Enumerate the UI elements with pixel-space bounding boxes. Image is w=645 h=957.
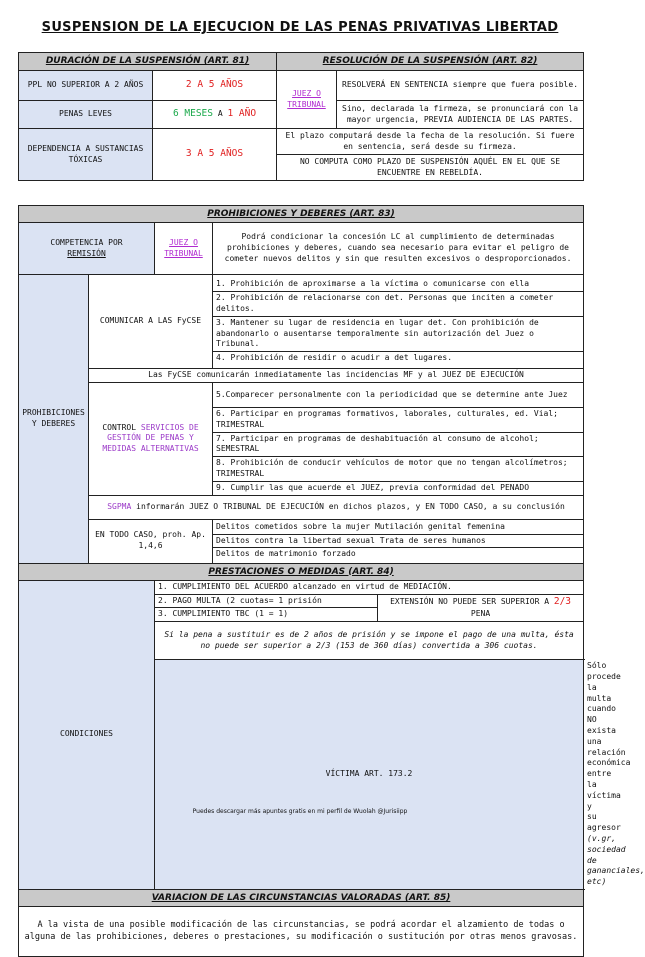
prohibiciones-table: [18, 205, 645, 957]
sgpma-services: SERVICIOS DE GESTIÓN DE PENAS Y MEDIDAS ALTERNATIVAS: [102, 422, 199, 454]
deber-5: 5.Comparecer personalmente con la periodicidad que se determine ante Juez: [213, 382, 584, 407]
duracion-header: DURACIÓN DE LA SUSPENSIÓN (ART. 81): [19, 53, 277, 71]
penas-leves-duration: [153, 101, 277, 129]
resolvera-sentencia: RESOLVERÁ EN SENTENCIA siempre que fuera posible.: [337, 71, 584, 101]
condicion-1: 1. CUMPLIMIENTO DEL ACUERDO alcanzado en virtud de MEDIACIÓN.: [155, 580, 584, 594]
prohibicion-3: 3. Mantener su lugar de residencia en lugar det. Con prohibición de abandonarlo o ausentarse temporalmente sin autorización del Juez o Tribunal.: [213, 317, 583, 352]
multa-note: Si la pena a sustituir es de 2 años de prisión y se impone el pago de una multa, ésta no puede ser superior a 2/3 (153 de 360 días) convertida a 306 cuotas.: [155, 622, 584, 660]
plazo-text: El plazo computará desde la fecha de la resolución. Si fuere en sentencia, será desde su firmeza.: [277, 129, 584, 155]
control-text: CONTROL: [102, 422, 137, 432]
deber-8: 8. Prohibición de conducir vehículos de motor que no tengan alcolímetros; TRIMESTRAL: [213, 457, 583, 482]
juez-tribunal-link[interactable]: JUEZ O TRIBUNAL: [277, 71, 337, 129]
condicion-3: 3. CUMPLIMIENTO TBC (1 = 1): [155, 608, 378, 621]
penas-leves-label: PENAS LEVES: [19, 101, 153, 129]
condiciones-label: CONDICIONES: [19, 580, 155, 889]
fycse-note: Las FyCSE comunicarán inmediatamente las incidencias MF y al JUEZ DE EJECUCIÓN: [89, 369, 584, 383]
remision-text: REMISIÓN: [67, 248, 106, 258]
control-label: [89, 382, 213, 495]
footer-note: Puedes descargar más apuntes gratis en mi perfil de Wuolah @Jurisiipp: [192, 808, 408, 815]
page-title: SUSPENSION DE LA EJECUCION DE LAS PENAS PRIVATIVAS LIBERTAD: [41, 20, 559, 35]
sgpma-rest: informarán JUEZ O TRIBUNAL DE EJECUCIÓN en dichos plazos, y EN TODO CASO, a su conclusión: [136, 501, 565, 511]
ppl-duration: 2 A 5 AÑOS: [153, 71, 277, 101]
deber-6: 6. Participar en programas formativos, laborales, culturales, ed. Vial; TRIMESTRAL: [213, 408, 583, 433]
dependencia-duration: 3 A 5 AÑOS: [153, 129, 277, 181]
sgpma-note: [89, 495, 584, 519]
ppl-label: PPL NO SUPERIOR A 2 AÑOS: [19, 71, 153, 101]
variacion-text: A la vista de una posible modificación de las circunstancias, se podrá acordar el alzamiento de todas o alguna de las prohibiciones, deberes o prestaciones, su modificación o sustitución por otras menos gravosas.: [19, 907, 584, 957]
prohibicion-1: 1. Prohibición de aproximarse a la víctima o comunicarse con ella: [213, 278, 583, 292]
victima-example: (v.gr, sociedad de gananciales, etc): [587, 834, 645, 887]
dependencia-label: DEPENDENCIA A SUSTANCIAS TÓXICAS: [19, 129, 153, 181]
firmeza-text: Sino, declarada la firmeza, se pronunciará con la mayor urgencia, PREVIA AUDIENCIA DE LAS PARTES.: [337, 101, 584, 129]
competencia-description: Podrá condicionar la concesión LC al cumplimiento de determinadas prohibiciones y deberes, cuando sea necesario para evitar el peligro de cometer nuevos delitos y sin que resulten excesivos o desproporcionados.: [213, 223, 584, 275]
leves-max: 1 AÑO: [227, 108, 257, 120]
victima-label: VÍCTIMA ART. 173.2: [155, 660, 584, 890]
condiciones-2-3: [155, 594, 584, 622]
todo-caso-label: EN TODO CASO, proh. Ap. 1,4,6: [89, 519, 213, 563]
competencia-label: [19, 223, 155, 275]
extension-text: EXTENSIÓN NO PUEDE SER SUPERIOR A: [390, 597, 550, 607]
variacion-header: VARIACION DE LAS CIRCUNSTANCIAS VALORADAS (ART. 85): [19, 889, 584, 906]
rebeldia-text: NO COMPUTA COMO PLAZO DE SUSPENSIÓN AQUÉL EN EL QUE SE ENCUENTRE EN REBELDÍA.: [277, 155, 584, 181]
deber-7: 7. Participar en programas de deshabituación al consumo de alcohol; SEMESTRAL: [213, 433, 583, 458]
prohibicion-4: 4. Prohibición de residir o acudir a det lugares.: [216, 353, 453, 363]
extension-limit: [378, 595, 583, 622]
resolucion-header: RESOLUCIÓN DE LA SUSPENSIÓN (ART. 82): [277, 53, 584, 71]
prohibiciones-label: PROHIBICIONES Y DEBERES: [19, 275, 89, 563]
extension-fraction: 2/3: [553, 596, 572, 608]
prohibicion-2: 2. Prohibición de relacionarse con det. Personas que inciten a cometer delitos.: [213, 292, 583, 317]
condiciones-inner: [155, 595, 583, 622]
juez-tribunal-link-2[interactable]: JUEZ O TRIBUNAL: [155, 223, 213, 275]
leves-min: 6 MESES: [172, 108, 213, 120]
delito-2: Delitos contra la libertad sexual Trata de seres humanos: [213, 535, 583, 549]
fycse-label: COMUNICAR A LAS FyCSE: [89, 275, 213, 369]
victima-main: Sólo procede la multa cuando NO exista una relación económica entre la víctima y su agresor: [587, 661, 631, 833]
duracion-resolucion-table: [18, 52, 584, 181]
prohibiciones-header: PROHIBICIONES Y DEBERES (ART. 83): [19, 206, 584, 223]
leves-sep: A: [217, 109, 223, 119]
delito-1: Delitos cometidos sobre la mujer Mutilación genital femenina: [213, 521, 583, 535]
delitos-list: [213, 519, 584, 563]
deber-9: 9. Cumplir las que acuerde el JUEZ, previa conformidad del PENADO: [216, 482, 530, 492]
extension-pena: PENA: [470, 608, 491, 618]
competencia-text: COMPETENCIA POR: [50, 237, 123, 247]
condicion-2: 2. PAGO MULTA (2 cuotas= 1 prisión: [155, 595, 378, 608]
deberes-list: [213, 407, 584, 495]
delito-3: Delitos de matrimonio forzado: [216, 549, 356, 559]
sgpma-abbr: SGPMA: [107, 501, 132, 511]
prestaciones-header: PRESTACIONES O MEDIDAS (ART. 84): [19, 563, 584, 580]
prohibiciones-list: [213, 275, 584, 369]
